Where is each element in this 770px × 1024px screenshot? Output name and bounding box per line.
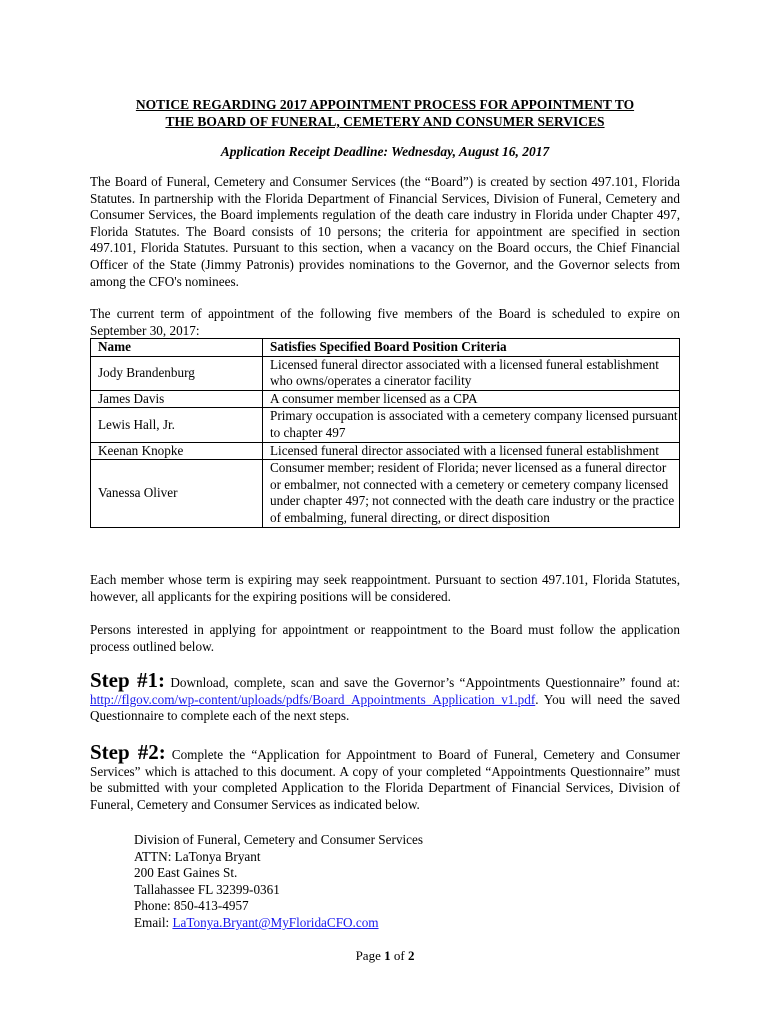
- address-line-city: Tallahassee FL 32399-0361: [134, 881, 280, 897]
- page-footer: [90, 948, 680, 964]
- application-deadline: Application Receipt Deadline: Wednesday, August 16, 2017: [220, 144, 550, 159]
- email-link[interactable]: LaTonya.Bryant@MyFloridaCFO.com: [172, 914, 379, 930]
- reappointment-paragraph: Each member whose term is expiring may seek reappointment. Pursuant to section 497.101, Florida Statutes, however, all applicants for the expiring positions will be considered.: [90, 572, 680, 604]
- page-total: 2: [407, 948, 415, 963]
- step-2-paragraph: [90, 740, 681, 813]
- mailing-address: [134, 832, 634, 932]
- title-line-2: THE BOARD OF FUNERAL, CEMETERY AND CONSUMER SERVICES: [165, 114, 605, 129]
- intro-paragraph: The Board of Funeral, Cemetery and Consumer Services (the “Board”) is created by section 497.101, Florida Statutes. In partnership with the Florida Department of Financial Services, Division of Funeral, Cemetery and Consumer Services, the Board implements regulation of the death care industry in Florida under Chapter 497, Florida Statutes. The Board consists of 10 persons; the criteria for appointment are specified in section 497.101, Florida Statutes. Pursuant to this section, when a vacancy on the Board occurs, the Chief Financial Officer of the State (Jimmy Patronis) provides nominations to the Governor, and the Governor selects from among the CFO's nominees.: [90, 174, 680, 289]
- of-word: of: [390, 948, 408, 963]
- step-1-paragraph: [90, 668, 680, 725]
- page-number: 1: [384, 948, 391, 963]
- member-criteria: Consumer member; resident of Florida; never licensed as a funeral director or embalmer, not connected with a cemetery or cemetery company licensed under chapter 497; not connected with the death care industry or the practice of embalming, funeral directing, or direct disposition: [263, 460, 680, 527]
- title-line-1: NOTICE REGARDING 2017 APPOINTMENT PROCESS FOR APPOINTMENT TO: [135, 97, 635, 112]
- table-row: [91, 390, 680, 408]
- email-label: Email:: [134, 914, 173, 930]
- member-name: Keenan Knopke: [91, 442, 263, 460]
- step-1-text: Download, complete, scan and save the Governor’s “Appointments Questionnaire” found at:: [170, 675, 680, 690]
- board-members-table: [90, 338, 680, 528]
- step-2-text: Complete the “Application for Appointment to Board of Funeral, Cemetery and Consumer Services” which is attached to this document. A copy of your completed “Appointments Questionnaire” must be submitted with your completed Application to the Florida Department of Financial Services, Division of Funeral, Cemetery and Consumer Services as indicated below.: [90, 747, 681, 812]
- address-line-phone: Phone: 850-413-4957: [134, 898, 249, 914]
- table-row: [91, 408, 680, 442]
- step-2-label: Step #2:: [90, 740, 166, 764]
- table-row: [91, 442, 680, 460]
- member-name: Jody Brandenburg: [91, 356, 263, 390]
- member-criteria: Primary occupation is associated with a cemetery company licensed pursuant to chapter 497: [263, 408, 680, 442]
- member-name: Lewis Hall, Jr.: [91, 408, 263, 442]
- step-1-label: Step #1:: [90, 668, 165, 692]
- table-row: [91, 460, 680, 527]
- member-name: Vanessa Oliver: [91, 460, 263, 527]
- member-criteria: Licensed funeral director associated with a licensed funeral establishment: [263, 442, 680, 460]
- address-line-division: Division of Funeral, Cemetery and Consumer Services: [134, 832, 423, 847]
- member-name: James Davis: [91, 390, 263, 408]
- process-paragraph: Persons interested in applying for appointment or reappointment to the Board must follow the application process outlined below.: [90, 622, 680, 654]
- member-criteria: Licensed funeral director associated with a licensed funeral establishment who owns/operates a cinerator facility: [263, 356, 680, 390]
- address-line-attn: ATTN: LaTonya Bryant: [134, 848, 261, 864]
- term-intro-paragraph: The current term of appointment of the following five members of the Board is scheduled to expire on September 30, 2017:: [90, 306, 680, 338]
- notice-title: [90, 96, 680, 130]
- address-line-email: [134, 915, 634, 932]
- table-row: [91, 356, 680, 390]
- table-header-row: [91, 339, 680, 357]
- member-criteria: A consumer member licensed as a CPA: [263, 390, 680, 408]
- step-1-after: . You will need the saved Questionnaire to complete each of the next steps.: [90, 691, 680, 724]
- page-word: Page: [355, 948, 385, 963]
- header-criteria: Satisfies Specified Board Position Criteria: [263, 339, 680, 357]
- questionnaire-link[interactable]: http://flgov.com/wp-content/uploads/pdfs/Board_Appointments_Application_v1.pdf: [90, 691, 536, 707]
- header-name: Name: [91, 339, 263, 357]
- address-line-street: 200 East Gaines St.: [134, 865, 238, 881]
